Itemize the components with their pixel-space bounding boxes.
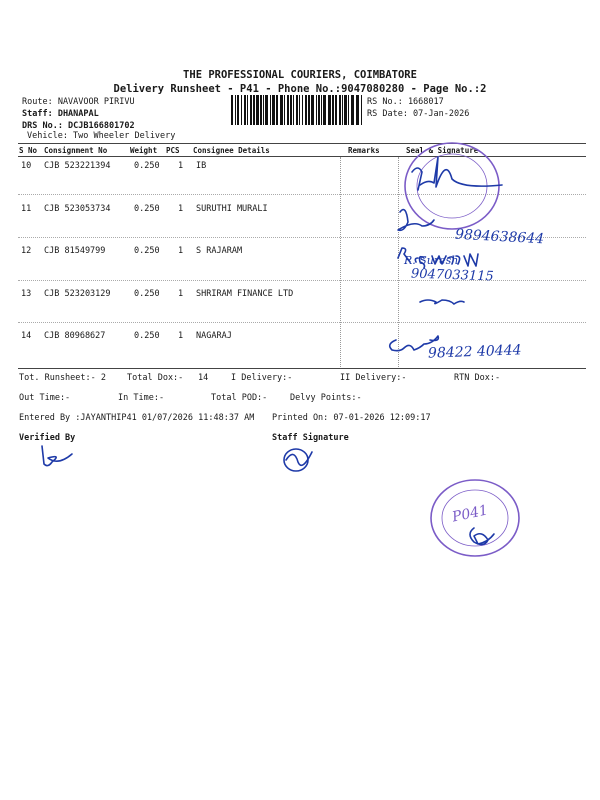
row-sno: 11 — [21, 204, 32, 214]
rtn-dox: RTN Dox:- — [454, 373, 501, 383]
col-pcs: PCS — [166, 146, 180, 155]
total-pod: Total POD:- — [211, 393, 268, 403]
ii-delivery: II Delivery:- — [340, 373, 407, 383]
rs-date: RS Date: 07-Jan-2026 — [367, 109, 470, 119]
row-consignment: CJB 81549799 — [44, 246, 106, 256]
row-consignee: IB — [196, 161, 207, 171]
rs-number: RS No.: 1668017 — [367, 97, 444, 107]
row-consignment: CJB 523203129 — [44, 289, 111, 299]
office-stamp-text: P041 — [450, 502, 490, 526]
in-time: In Time:- — [118, 393, 165, 403]
handwritten-phone-row-12: 9047033115 — [410, 266, 494, 285]
runsheet-subtitle: Delivery Runsheet - P41 - Phone No.:9047080280 - Page No.:2 — [113, 83, 487, 95]
row-consignee: SURUTHI MURALI — [196, 204, 268, 214]
row-pcs: 1 — [178, 331, 184, 341]
row-sno: 14 — [21, 331, 32, 341]
row-sno: 12 — [21, 246, 32, 256]
vehicle-label: Vehicle: Two Wheeler Delivery — [27, 131, 176, 141]
row-sno: 10 — [21, 161, 32, 171]
row-consignment: CJB 523053734 — [44, 204, 111, 214]
row-consignment: CJB 80968627 — [44, 331, 106, 341]
delvy-points: Delvy Points:- — [290, 393, 362, 403]
verified-by-signature — [42, 446, 72, 466]
route-label: Route: NAVAVOOR PIRIVU — [22, 97, 135, 107]
staff-label: Staff: DHANAPAL — [22, 109, 99, 119]
row-consignment: CJB 523221394 — [44, 161, 111, 171]
entered-by: Entered By :JAYANTHIP41 01/07/2026 11:48:37 AM — [19, 413, 255, 423]
col-consignee: Consignee Details — [193, 146, 270, 155]
drs-number: DRS No.: DCJB166801702 — [22, 121, 135, 131]
staff-signature-mark — [284, 449, 312, 471]
office-stamp-signature — [470, 528, 494, 545]
staff-signature-label: Staff Signature — [272, 433, 349, 443]
handwritten-phone-row-14: 98422 40444 — [427, 342, 522, 362]
row-weight: 0.250 — [134, 246, 160, 256]
total-dox-value: 14 — [198, 373, 209, 383]
row-pcs: 1 — [178, 161, 184, 171]
row-pcs: 1 — [178, 204, 184, 214]
row-weight: 0.250 — [134, 161, 160, 171]
row-pcs: 1 — [178, 289, 184, 299]
row-weight: 0.250 — [134, 204, 160, 214]
col-remarks: Remarks — [348, 146, 380, 155]
printed-on: Printed On: 07-01-2026 12:09:17 — [272, 413, 431, 423]
col-consignment: Consignment No — [44, 146, 108, 155]
row-sno: 13 — [21, 289, 32, 299]
signature-row-13 — [420, 300, 464, 304]
out-time: Out Time:- — [19, 393, 71, 403]
col-sno: S No — [19, 146, 38, 155]
company-title: THE PROFESSIONAL COURIERS, COIMBATORE — [183, 69, 417, 81]
i-delivery: I Delivery:- — [231, 373, 293, 383]
tot-runsheet: Tot. Runsheet:- 2 — [19, 373, 106, 383]
row-consignee: S RAJARAM — [196, 246, 243, 256]
col-seal-signature: Seal & Signature — [406, 146, 479, 155]
row-pcs: 1 — [178, 246, 184, 256]
handwritten-name-row-12: R. Suresh — [404, 254, 459, 267]
row-weight: 0.250 — [134, 331, 160, 341]
signature-row-10 — [412, 157, 502, 190]
col-weight: Weight — [130, 146, 158, 155]
total-dox-label: Total Dox:- — [127, 373, 184, 383]
verified-by-label: Verified By — [19, 433, 76, 443]
row-consignee: NAGARAJ — [196, 331, 232, 341]
row-weight: 0.250 — [134, 289, 160, 299]
row-consignee: SHRIRAM FINANCE LTD — [196, 289, 294, 299]
handwritten-phone-row-11: 9894638644 — [454, 226, 545, 248]
